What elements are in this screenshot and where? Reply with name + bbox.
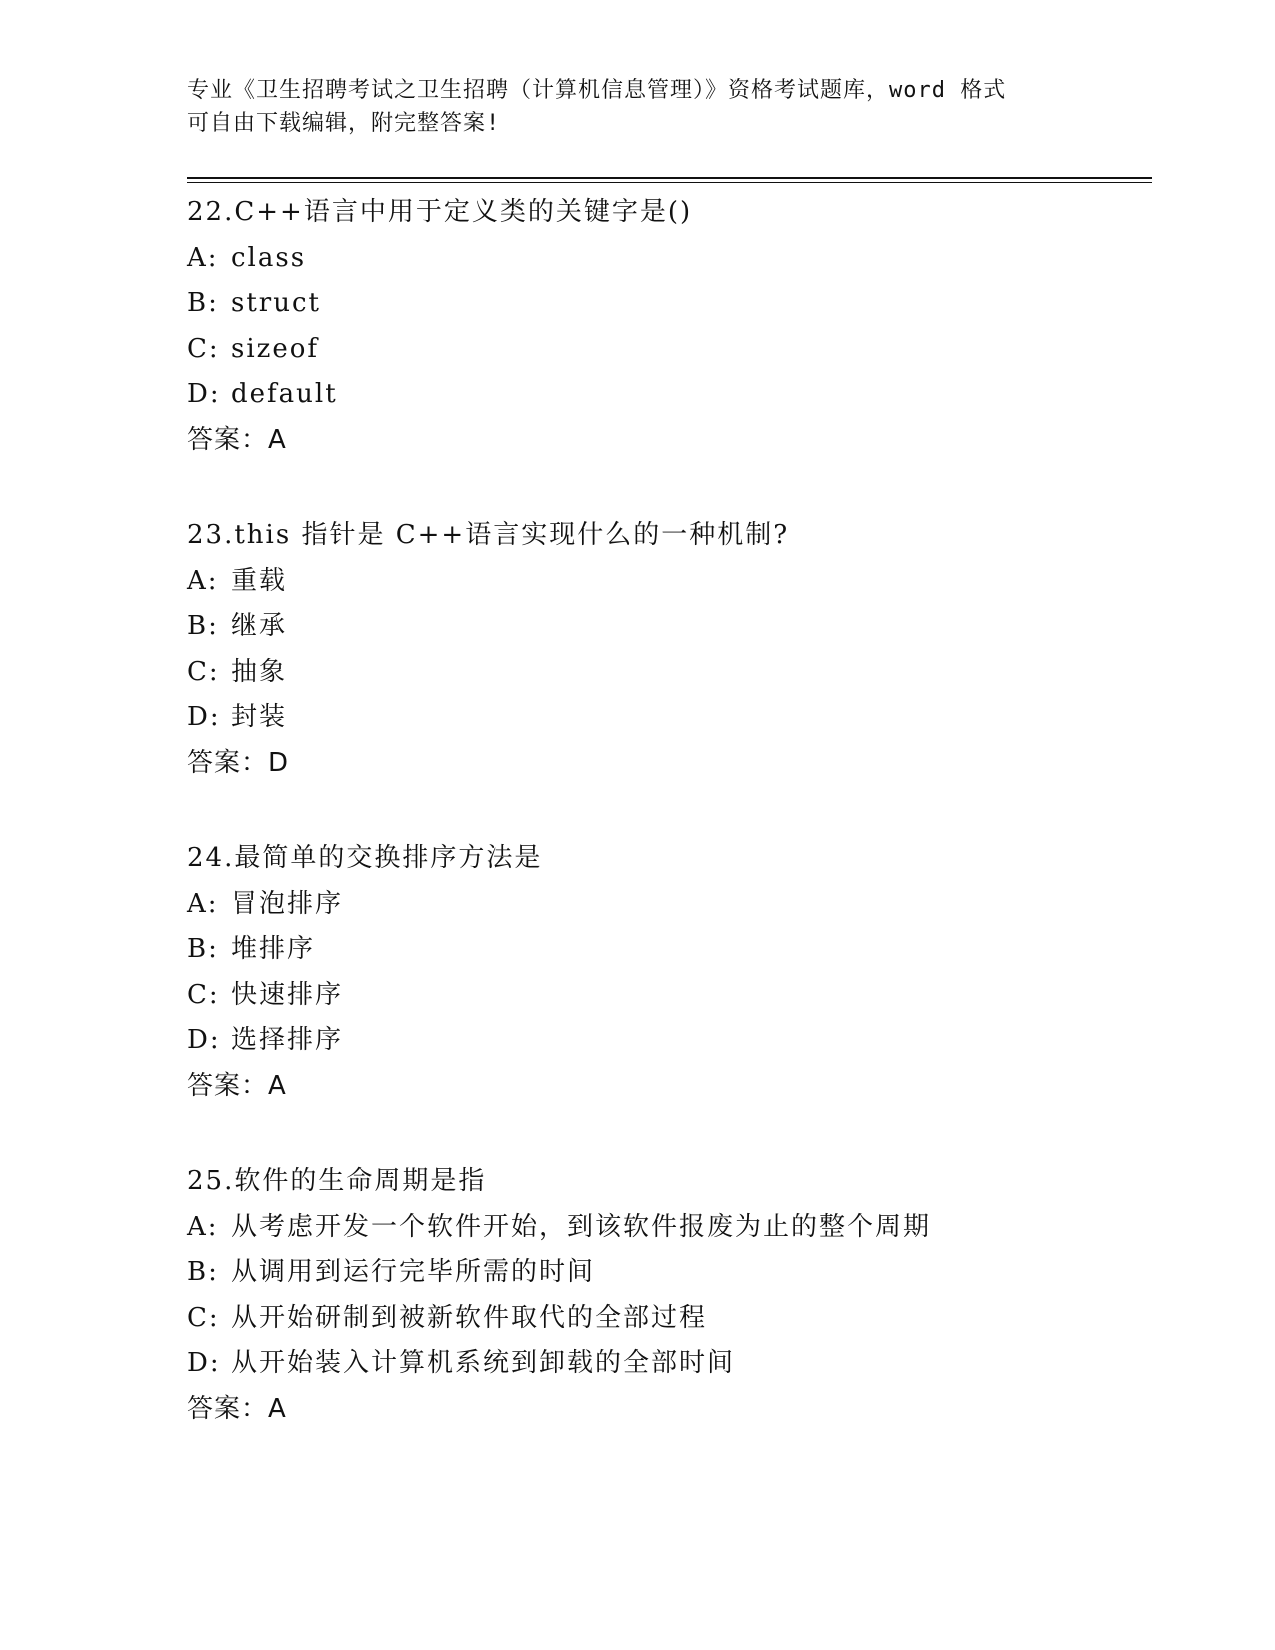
option-label: C: [187, 1302, 220, 1333]
option-text: 继承 [231, 611, 288, 641]
option-label: B: [187, 288, 219, 318]
option-a [187, 1205, 1147, 1251]
option-label: D: [187, 1025, 221, 1055]
option-b [187, 927, 1147, 973]
question-stem: 22.C++语言中用于定义类的关键字是() [187, 197, 693, 227]
option-text: 抽象 [231, 656, 288, 687]
question-list [187, 190, 1147, 1482]
question-stem: 23.this 指针是 C++语言实现什么的一种机制? [187, 520, 790, 550]
option-text: 选择排序 [231, 1025, 344, 1055]
answer-line: 答案：A [187, 424, 287, 455]
option-text: class [231, 242, 307, 273]
answer-line: 答案：A [187, 1070, 287, 1101]
option-c [187, 650, 1147, 696]
option-label: A: [187, 565, 219, 596]
option-a [187, 559, 1147, 605]
answer-line: 答案：D [187, 747, 290, 778]
option-d [187, 1018, 1147, 1064]
option-b [187, 1250, 1147, 1296]
option-text: sizeof [231, 333, 320, 364]
option-text: 堆排序 [231, 934, 316, 964]
option-text: 从考虑开发一个软件开始，到该软件报废为止的整个周期 [231, 1211, 932, 1242]
option-a [187, 882, 1147, 928]
option-text: struct [231, 288, 321, 318]
option-text: 快速排序 [231, 979, 344, 1010]
option-d [187, 1341, 1147, 1387]
header-line-1: 专业《卫生招聘考试之卫生招聘（计算机信息管理）》资格考试题库，word 格式 [187, 78, 1007, 103]
option-text: 从开始研制到被新软件取代的全部过程 [231, 1302, 708, 1333]
option-label: A: [187, 1211, 219, 1242]
option-label: D: [187, 379, 221, 409]
option-text: default [231, 379, 338, 409]
option-text: 从调用到运行完毕所需的时间 [231, 1257, 596, 1287]
option-d [187, 695, 1147, 741]
option-text: 从开始装入计算机系统到卸载的全部时间 [231, 1348, 736, 1378]
option-label: C: [187, 656, 220, 687]
option-label: B: [187, 1257, 219, 1287]
option-c [187, 327, 1147, 373]
header-line-2: 可自由下载编辑，附完整答案! [187, 111, 501, 136]
question-stem: 25.软件的生命周期是指 [187, 1166, 487, 1196]
option-label: A: [187, 888, 219, 919]
option-text: 封装 [231, 702, 288, 732]
option-label: B: [187, 611, 219, 641]
option-label: C: [187, 979, 220, 1010]
question-25 [187, 1159, 1147, 1432]
question-24 [187, 836, 1147, 1109]
option-b [187, 604, 1147, 650]
question-23 [187, 513, 1147, 786]
header-divider-thick [187, 177, 1152, 179]
option-label: A: [187, 242, 219, 273]
header-divider-thin [187, 182, 1152, 183]
option-c [187, 1296, 1147, 1342]
option-label: C: [187, 333, 220, 364]
option-c [187, 973, 1147, 1019]
question-22 [187, 190, 1147, 463]
answer-line: 答案：A [187, 1393, 287, 1424]
question-stem: 24.最简单的交换排序方法是 [187, 843, 543, 873]
option-label: D: [187, 702, 221, 732]
option-text: 冒泡排序 [231, 888, 344, 919]
option-label: D: [187, 1348, 221, 1378]
option-d [187, 372, 1147, 418]
option-a [187, 236, 1147, 282]
option-b [187, 281, 1147, 327]
document-header [187, 74, 1087, 140]
option-text: 重载 [231, 565, 288, 596]
option-label: B: [187, 934, 219, 964]
